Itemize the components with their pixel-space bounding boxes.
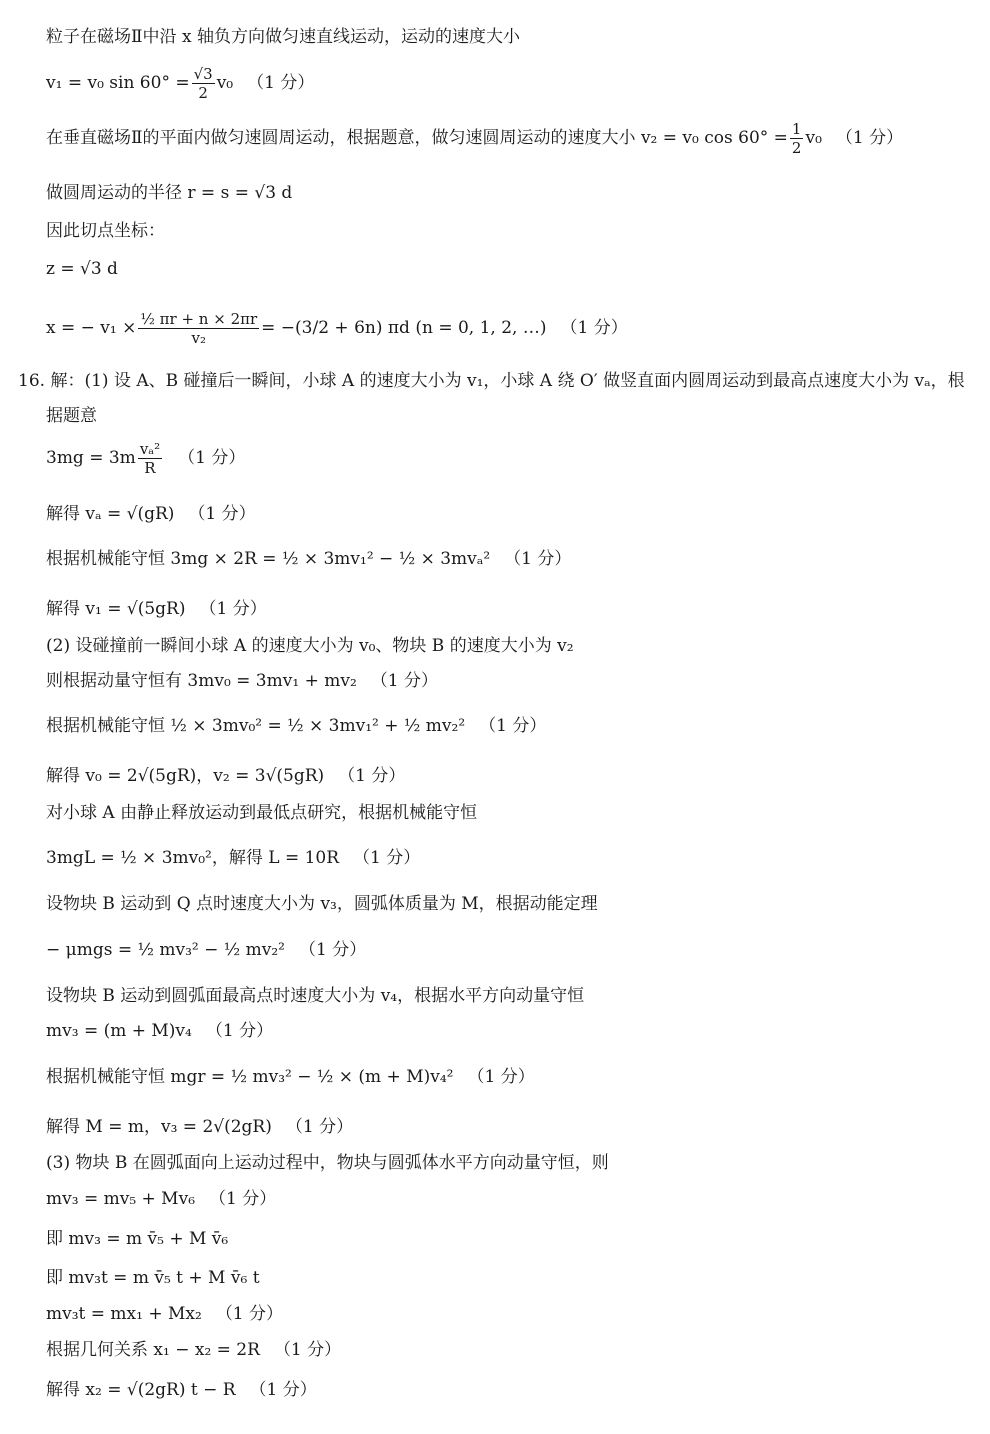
line-text: 解得 vₐ = √(gR) xyxy=(46,504,175,524)
line-suffix: = −(3/2 + 6n) πd (n = 0, 1, 2, …) xyxy=(261,318,547,338)
line-text: 设物块 B 运动到 Q 点时速度大小为 v₃，圆弧体质量为 M，根据动能定理 xyxy=(46,894,598,914)
text-line xyxy=(18,370,965,392)
score-mark: （1 分） xyxy=(247,73,315,93)
fraction-denominator: 2 xyxy=(198,84,208,102)
text-line xyxy=(46,847,420,869)
text-line xyxy=(46,1339,341,1361)
line-text: (2) 设碰撞前一瞬间小球 A 的速度大小为 v₀、物块 B 的速度大小为 v₂ xyxy=(46,636,574,656)
fraction-denominator: 2 xyxy=(791,139,802,157)
score-mark: （1 分） xyxy=(205,1021,274,1041)
fraction xyxy=(192,65,215,102)
line-text: 解得 v₁ = √(5gR) xyxy=(46,599,186,619)
line-text: 解得 x₂ = √(2gR) t − R xyxy=(46,1380,236,1400)
score-mark: （1 分） xyxy=(249,1380,317,1400)
fraction xyxy=(138,310,259,347)
text-line xyxy=(46,182,292,204)
fraction-numerator: √3 xyxy=(193,65,213,83)
text-line xyxy=(46,1188,276,1210)
text-line xyxy=(46,598,267,620)
text-line xyxy=(46,503,256,525)
score-mark: （1 分） xyxy=(215,1304,284,1324)
line-text: 据题意 xyxy=(46,406,97,426)
line-text: 16. 解：(1) 设 A、B 碰撞后一瞬间，小球 A 的速度大小为 v₁，小球 A 绕 O′ 做竖直面内圆周运动到最高点速度大小为 vₐ，根 xyxy=(18,371,965,391)
line-text: 设物块 B 运动到圆弧面最高点时速度大小为 v₄，根据水平方向动量守恒 xyxy=(46,986,585,1006)
fraction-numerator: 1 xyxy=(791,120,802,138)
text-line xyxy=(46,670,438,692)
text-line xyxy=(46,26,520,48)
line-text: 做圆周运动的半径 r = s = √3 d xyxy=(46,183,293,203)
score-mark: （1 分） xyxy=(188,504,256,524)
line-text: mv₃ = mv₅ + Mv₆ xyxy=(46,1189,196,1209)
score-mark: （1 分） xyxy=(479,716,547,736)
text-line xyxy=(46,985,584,1007)
line-prefix: 在垂直磁场Ⅱ的平面内做匀速圆周运动，根据题意，做匀速圆周运动的速度大小 v₂ = v₀ cos 60° = xyxy=(46,128,788,148)
line-text: 即 mv₃ = m v̄₅ + M v̄₆ xyxy=(46,1229,229,1249)
score-mark: （1 分） xyxy=(209,1189,277,1209)
score-mark: （1 分） xyxy=(560,318,628,338)
text-line xyxy=(46,939,366,961)
text-line xyxy=(46,1152,609,1174)
line-text: 因此切点坐标： xyxy=(46,221,165,241)
text-line xyxy=(46,1267,260,1289)
text-line xyxy=(46,715,546,737)
text-line xyxy=(46,440,245,477)
score-mark: （1 分） xyxy=(353,848,421,868)
line-text: − μmgs = ½ mv₃² − ½ mv₂² xyxy=(46,940,285,960)
line-text: (3) 物块 B 在圆弧面向上运动过程中，物块与圆弧体水平方向动量守恒，则 xyxy=(46,1153,609,1173)
line-text: 3mgL = ½ × 3mv₀²，解得 L = 10R xyxy=(46,848,340,868)
line-text: mv₃ = (m + M)v₄ xyxy=(46,1021,192,1041)
line-text: 根据机械能守恒 mgr = ½ mv₃² − ½ × (m + M)v₄² xyxy=(46,1067,454,1087)
text-line xyxy=(46,258,118,280)
text-line xyxy=(46,548,571,570)
line-text: 解得 M = m，v₃ = 2√(2gR) xyxy=(46,1117,272,1137)
line-suffix: v₀ xyxy=(216,73,234,93)
text-line xyxy=(46,1228,228,1250)
line-text: mv₃t = mx₁ + Mx₂ xyxy=(46,1304,202,1324)
fraction-denominator: R xyxy=(144,459,156,477)
score-mark: （1 分） xyxy=(835,128,904,148)
line-text: 根据几何关系 x₁ − x₂ = 2R xyxy=(46,1340,260,1360)
line-text: 对小球 A 由静止释放运动到最低点研究，根据机械能守恒 xyxy=(46,803,478,823)
score-mark: （1 分） xyxy=(504,549,572,569)
fraction-numerator: vₐ² xyxy=(139,440,161,458)
text-line xyxy=(46,1020,273,1042)
score-mark: （1 分） xyxy=(178,448,246,468)
score-mark: （1 分） xyxy=(338,766,406,786)
fraction xyxy=(790,120,804,157)
line-text: 粒子在磁场Ⅱ中沿 x 轴负方向做匀速直线运动，运动的速度大小 xyxy=(46,27,520,47)
text-line xyxy=(46,802,477,824)
text-line xyxy=(46,405,97,427)
text-line xyxy=(46,893,598,915)
line-text: 根据机械能守恒 3mg × 2R = ½ × 3mv₁² − ½ × 3mvₐ² xyxy=(46,549,491,569)
score-mark: （1 分） xyxy=(273,1340,342,1360)
line-text: z = √3 d xyxy=(46,259,118,279)
line-text: 则根据动量守恒有 3mv₀ = 3mv₁ + mv₂ xyxy=(46,671,357,691)
line-prefix: v₁ = v₀ sin 60° = xyxy=(46,73,190,93)
score-mark: （1 分） xyxy=(285,1117,354,1137)
score-mark: （1 分） xyxy=(370,671,438,691)
line-prefix: x = − v₁ × xyxy=(46,318,137,338)
text-line xyxy=(46,65,314,102)
score-mark: （1 分） xyxy=(467,1067,535,1087)
text-line xyxy=(46,1066,535,1088)
line-prefix: 3mg = 3m xyxy=(46,448,136,468)
text-line xyxy=(46,765,405,787)
fraction xyxy=(138,440,162,477)
text-line xyxy=(46,635,574,657)
score-mark: （1 分） xyxy=(199,599,267,619)
line-text: 解得 v₀ = 2√(5gR)，v₂ = 3√(5gR) xyxy=(46,766,325,786)
fraction-numerator: ½ πr + n × 2πr xyxy=(140,310,258,328)
text-line xyxy=(46,1116,353,1138)
text-line xyxy=(46,120,903,157)
text-line xyxy=(46,1379,317,1401)
score-mark: （1 分） xyxy=(299,940,367,960)
line-text: 根据机械能守恒 ½ × 3mv₀² = ½ × 3mv₁² + ½ mv₂² xyxy=(46,716,466,736)
line-suffix: v₀ xyxy=(805,128,822,148)
fraction-denominator: v₂ xyxy=(191,329,206,347)
text-line xyxy=(46,310,628,347)
text-line xyxy=(46,1303,283,1325)
text-line xyxy=(46,220,165,242)
line-text: 即 mv₃t = m v̄₅ t + M v̄₆ t xyxy=(46,1268,260,1288)
